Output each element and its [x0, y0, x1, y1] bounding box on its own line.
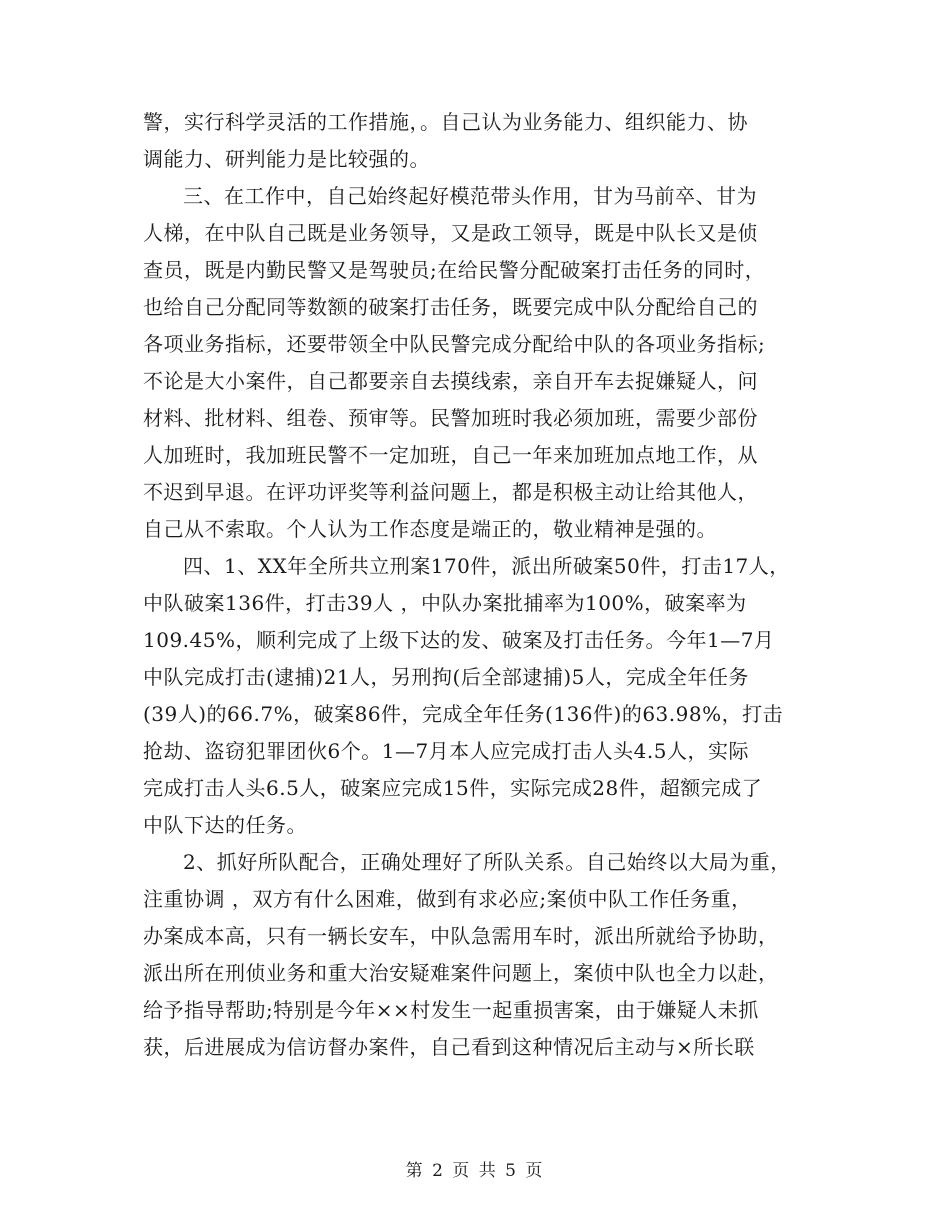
text-line: 查员，既是内勤民警又是驾驶员;在给民警分配破案打击任务的同时，: [143, 258, 766, 282]
page-number-footer: 第 2 页 共 5 页: [405, 1161, 545, 1181]
text-line: 调能力、研判能力是比较强的。: [143, 147, 430, 171]
text-line: 中队破案136件，打击39人 ，中队办案批捕率为100%，破案率为: [143, 591, 747, 615]
text-line: 警，实行科学灵活的工作措施，。自己认为业务能力、组织能力、协: [143, 110, 748, 134]
paragraph-start-line: 三、在工作中，自己始终起好模范带头作用，甘为马前卒、甘为: [183, 184, 757, 208]
text-line: 材料、批材料、组卷、预审等。民警加班时我必须加班，需要少部份: [143, 406, 758, 430]
text-line: 人梯，在中队自己既是业务领导，又是政工领导，既是中队长又是侦: [143, 221, 758, 245]
text-line: 派出所在刑侦业务和重大治安疑难案件问题上，案侦中队也全力以赴，: [143, 961, 779, 985]
text-line: 人加班时，我加班民警不一定加班，自己一年来加班加点地工作，从: [143, 443, 758, 467]
text-line: 抢劫、盗窃犯罪团伙6个。1—7月本人应完成打击人头4.5人，实际: [143, 739, 749, 763]
text-line: 完成打击人头6.5人，破案应完成15件，实际完成28件，超额完成了: [143, 776, 763, 800]
paragraph-start-line: 2、抓好所队配合，正确处理好了所队关系。自己始终以大局为重，: [183, 850, 791, 874]
text-line: 不迟到早退。在评功评奖等利益问题上，都是积极主动让给其他人，: [143, 480, 758, 504]
document-body: [143, 104, 843, 1066]
text-line: 中队完成打击(逮捕)21人，另刑拘(后全部逮捕)5人，完成全年任务: [143, 665, 749, 689]
text-line: (39人)的66.7%，破案86件，完成全年任务(136件)的63.98%，打击: [143, 702, 784, 726]
text-line: 各项业务指标，还要带领全中队民警完成分配给中队的各项业务指标;: [143, 332, 766, 356]
text-line: 不论是大小案件，自己都要亲自去摸线索，亲自开车去捉嫌疑人，问: [143, 369, 758, 393]
text-line: 也给自己分配同等数额的破案打击任务，既要完成中队分配给自己的: [143, 295, 758, 319]
paragraph-start-line: 四、1、XX年全所共立刑案170件，派出所破案50件，打击17人，: [183, 554, 790, 578]
text-line: 给予指导帮助;特别是今年××村发生一起重损害案，由于嫌疑人未抓: [143, 998, 759, 1022]
text-line: 办案成本高，只有一辆长安车，中队急需用车时，派出所就给予协助，: [143, 924, 779, 948]
text-line: 注重协调 ，双方有什么困难，做到有求必应;案侦中队工作任务重，: [143, 887, 752, 911]
text-line: 自己从不索取。个人认为工作态度是端正的，敬业精神是强的。: [143, 517, 717, 541]
text-line: 109.45%，顺利完成了上级下达的发、破案及打击任务。今年1—7月: [143, 628, 775, 652]
text-line: 中队下达的任务。: [143, 813, 307, 837]
text-line: 获，后进展成为信访督办案件，自己看到这种情况后主动与×所长联: [143, 1035, 755, 1059]
